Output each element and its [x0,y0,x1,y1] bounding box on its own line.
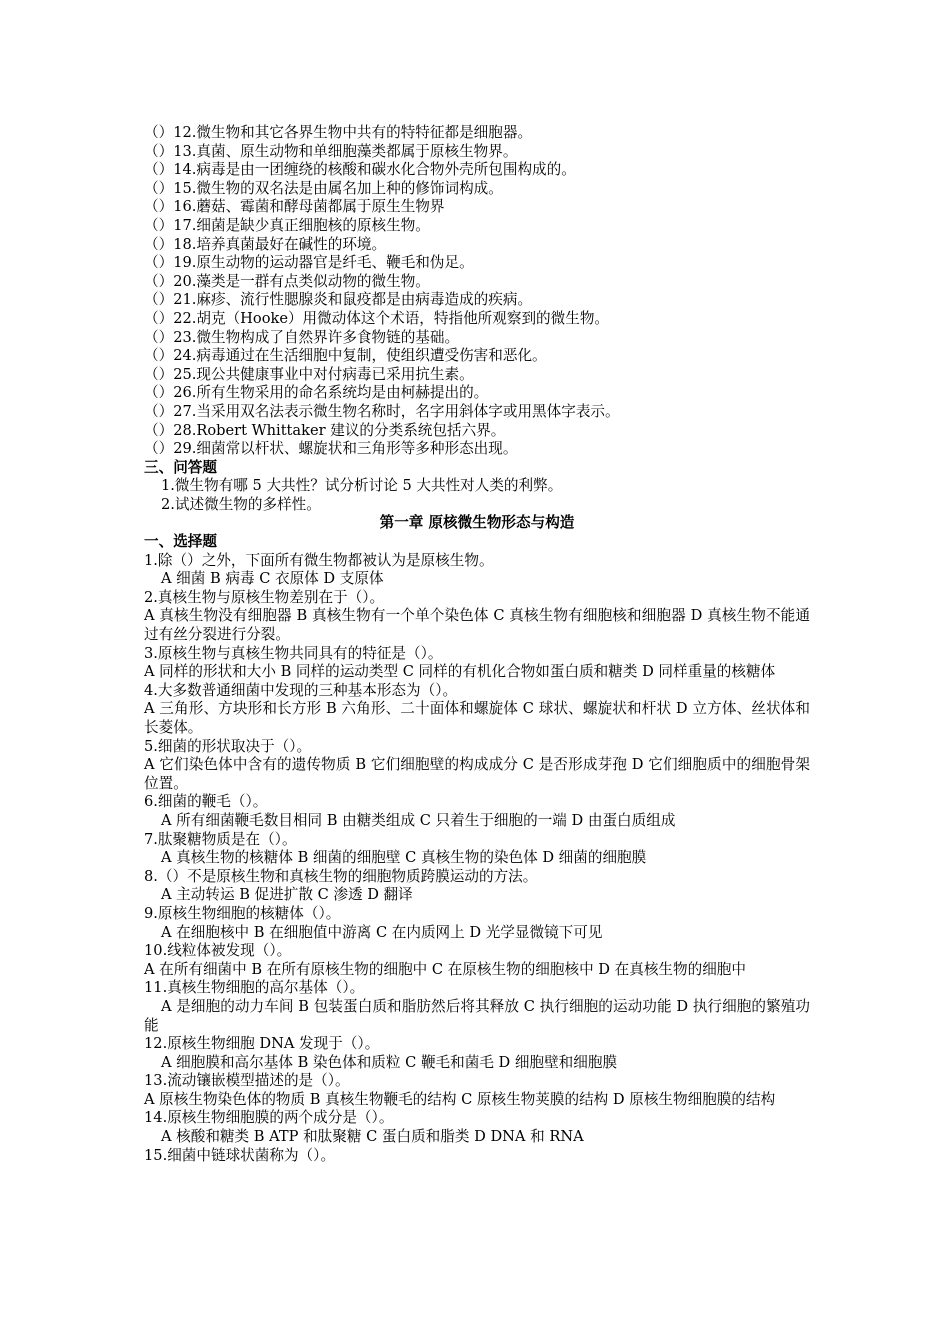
mc-options-1: A 细菌 B 病毒 C 衣原体 D 支原体 [161,570,384,588]
tf-item-17: （）17.细菌是缺少真正细胞核的原核生物。 [144,216,430,234]
mc-question-3: 3.原核生物与真核生物共同具有的特征是（）。 [144,644,443,662]
mc-options-6: A 所有细菌鞭毛数目相同 B 由糖类组成 C 只着生于细胞的一端 D 由蛋白质组成 [161,811,676,829]
mc-question-12: 12.原核生物细胞 DNA 发现于（）。 [144,1035,380,1053]
chapter-title: 第一章 原核微生物形态与构造 [379,514,575,532]
mc-options-10: A 在所有细菌中 B 在所有原核生物的细胞中 C 在原核生物的细胞核中 D 在真核生物的细胞中 [144,960,746,978]
mc-question-8: 8.（）不是原核生物和真核生物的细胞物质跨膜运动的方法。 [144,867,538,885]
mc-options-13: A 原核生物染色体的物质 B 真核生物鞭毛的结构 C 原核生物荚膜的结构 D 原核生物细胞膜的结构 [144,1090,776,1108]
mc-question-13: 13.流动镶嵌模型描述的是（）。 [144,1072,350,1090]
tf-item-18: （）18.培养真菌最好在碱性的环境。 [144,235,387,253]
tf-item-27: （）27.当采用双名法表示微生物名称时，名字用斜体字或用黑体字表示。 [144,402,620,420]
section-heading-mc: 一、选择题 [144,533,217,551]
tf-item-24: （）24.病毒通过在生活细胞中复制，使组织遭受伤害和恶化。 [144,347,547,365]
tf-item-25: （）25.现公共健康事业中对付病毒已采用抗生素。 [144,365,474,383]
tf-item-28: （）28.Robert Whittaker 建议的分类系统包括六界。 [144,421,506,439]
mc-question-1: 1.除（）之外，下面所有微生物都被认为是原核生物。 [144,551,494,569]
mc-options-9: A 在细胞核中 B 在细胞值中游离 C 在内质网上 D 光学显微镜下可见 [161,923,603,941]
tf-item-14: （）14.病毒是由一团缠绕的核酸和碳水化合物外壳所包围构成的。 [144,161,576,179]
tf-item-22: （）22.胡克（Hooke）用微动体这个术语，特指他所观察到的微生物。 [144,309,610,327]
mc-options-8: A 主动转运 B 促进扩散 C 渗透 D 翻译 [161,886,413,904]
true-false-list [144,124,810,459]
tf-item-19: （）19.原生动物的运动器官是纤毛、鞭毛和伪足。 [144,254,474,272]
tf-item-16: （）16.蘑菇、霉菌和酵母菌都属于原生生物界 [144,198,445,216]
qa-item-2: 2.试述微生物的多样性。 [161,495,321,513]
mc-options-14: A 核酸和糖类 B ATP 和肽聚糖 C 蛋白质和脂类 D DNA 和 RNA [161,1128,584,1146]
mc-options-11: A 是细胞的动力车间 B 包装蛋白质和脂肪然后将其释放 C 执行细胞的运动功能 D 执行细胞的繁殖功能 [144,997,810,1034]
tf-item-13: （）13.真菌、原生动物和单细胞藻类都属于原核生物界。 [144,142,518,160]
mc-options-3: A 同样的形状和大小 B 同样的运动类型 C 同样的有机化合物如蛋白质和糖类 D 同样重量的核糖体 [144,663,776,681]
tf-item-29: （）29.细菌常以杆状、螺旋状和三角形等多种形态出现。 [144,440,518,458]
tf-item-12: （）12.微生物和其它各界生物中共有的特特征都是细胞器。 [144,124,533,141]
mc-question-6: 6.细菌的鞭毛（）。 [144,793,268,811]
mc-question-4: 4.大多数普通细菌中发现的三种基本形态为（）。 [144,681,458,699]
section-heading-qa: 三、问答题 [144,458,217,476]
mc-options-7: A 真核生物的核糖体 B 细菌的细胞壁 C 真核生物的染色体 D 细菌的细胞膜 [161,849,647,867]
tf-item-26: （）26.所有生物采用的命名系统均是由柯赫提出的。 [144,384,489,402]
tf-item-20: （）20.藻类是一群有点类似动物的微生物。 [144,272,430,290]
tf-item-21: （）21.麻疹、流行性腮腺炎和鼠疫都是由病毒造成的疾病。 [144,291,533,309]
mc-question-10: 10.线粒体被发现（）。 [144,942,292,960]
mc-question-2: 2.真核生物与原核生物差别在于（）。 [144,588,385,606]
multiple-choice-list [144,552,810,1166]
mc-question-11: 11.真核生物细胞的高尔基体（）。 [144,979,365,997]
mc-options-4: A 三角形、方块形和长方形 B 六角形、二十面体和螺旋体 C 球状、螺旋状和杆状 D 立方体、丝状体和长菱体。 [144,700,810,736]
mc-question-7: 7.肽聚糖物质是在（）。 [144,830,297,848]
mc-question-14: 14.原核生物细胞膜的两个成分是（）。 [144,1109,394,1127]
mc-question-15: 15.细菌中链球状菌称为（）。 [144,1146,336,1164]
qa-item-1: 1.微生物有哪 5 大共性？试分析讨论 5 大共性对人类的利弊。 [161,477,563,495]
mc-options-5: A 它们染色体中含有的遗传物质 B 它们细胞壁的构成成分 C 是否形成芽孢 D 它们细胞质中的细胞骨架位置。 [144,756,810,792]
mc-options-2: A 真核生物没有细胞器 B 真核生物有一个单个染色体 C 真核生物有细胞核和细胞器 D 真核生物不能通过有丝分裂进行分裂。 [144,607,810,644]
tf-item-15: （）15.微生物的双名法是由属名加上种的修饰词构成。 [144,179,503,197]
mc-question-5: 5.细菌的形状取决于（）。 [144,737,312,755]
tf-item-23: （）23.微生物构成了自然界许多食物链的基础。 [144,328,460,346]
document-page [144,124,810,1165]
mc-question-9: 9.原核生物细胞的核糖体（）。 [144,904,341,922]
mc-options-12: A 细胞膜和高尔基体 B 染色体和质粒 C 鞭毛和菌毛 D 细胞壁和细胞膜 [161,1053,618,1071]
